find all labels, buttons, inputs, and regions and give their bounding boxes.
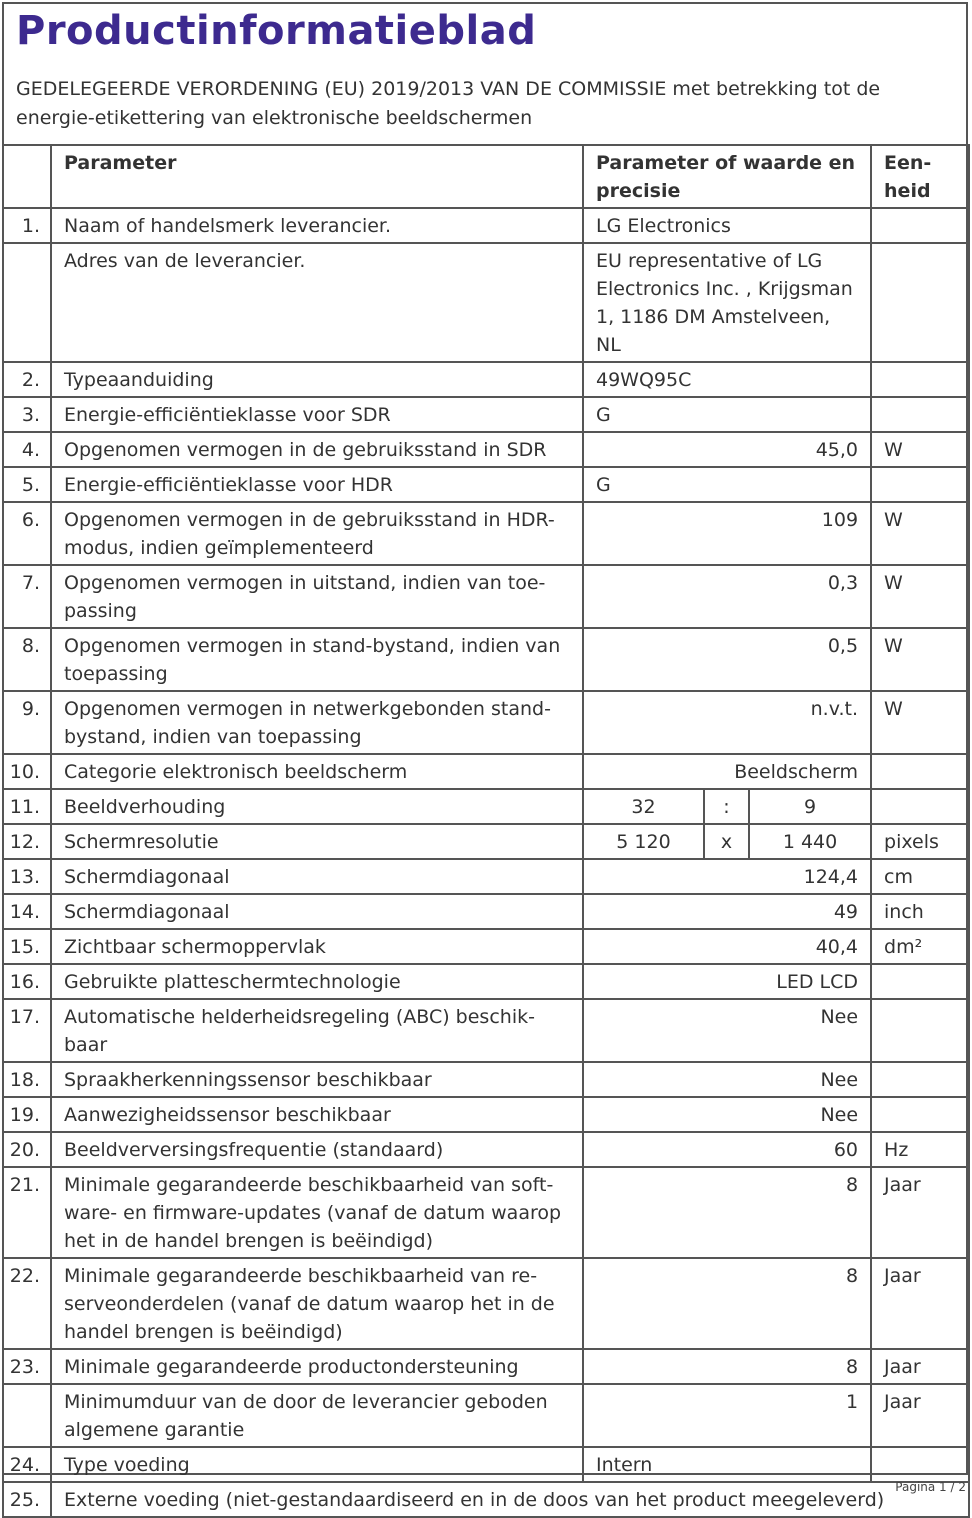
table-row [3,1482,969,1517]
table-row [3,243,969,362]
table-row [3,1167,969,1258]
row-label: Minimale gegarandeerde beschikbaarheid van re-serveonderdelen (vanaf de datum waarop het in de handel brengen is beëindigd) [51,1258,583,1349]
row-label: Zichtbaar schermoppervlak [51,929,583,964]
row-label: Opgenomen vermogen in stand-bystand, indien van toepassing [51,628,583,691]
table-row [3,1132,969,1167]
row-label: Schermdiagonaal [51,894,583,929]
row-unit: W [871,502,969,565]
row-value: Nee [583,999,871,1062]
table-row [3,691,969,754]
row-unit [871,243,969,362]
row-unit [871,397,969,432]
row-unit: inch [871,894,969,929]
header-value: Parameter of waarde en precisie [583,145,871,208]
row-unit: W [871,432,969,467]
row-label: Energie-efficiëntieklasse voor HDR [51,467,583,502]
row-value: 8 [583,1258,871,1349]
table-row [3,362,969,397]
header-parameter: Parameter [51,145,583,208]
aspect-ratio-width: 32 [583,789,704,824]
row-number: 18. [3,1062,51,1097]
row-unit: W [871,691,969,754]
row-value: LED LCD [583,964,871,999]
page-number: Pagina 1 / 2 [895,1480,966,1494]
table-row [3,1258,969,1349]
header-unit: Een-heid [871,145,969,208]
table-row [3,1097,969,1132]
row-number: 22. [3,1258,51,1349]
row-label: Energie-efficiëntieklasse voor SDR [51,397,583,432]
row-label: Categorie elektronisch beeldscherm [51,754,583,789]
resolution-separator: x [704,824,749,859]
row-unit: dm² [871,929,969,964]
row-value: 0,5 [583,628,871,691]
table-row [3,789,969,824]
row-unit: Jaar [871,1384,969,1447]
row-label: Opgenomen vermogen in de gebruiksstand in HDR-modus, indien geïmplementeerd [51,502,583,565]
table-row [3,999,969,1062]
table-row [3,1384,969,1447]
row-number: 25. [3,1482,51,1517]
row-label: Opgenomen vermogen in netwerkgebonden stand-bystand, indien van toepassing [51,691,583,754]
row-label: Adres van de leverancier. [51,243,583,362]
row-label: Minimale gegarandeerde productondersteuning [51,1349,583,1384]
header-num-cell [3,145,51,208]
row-value: n.v.t. [583,691,871,754]
row-value: 0,3 [583,565,871,628]
row-number: 8. [3,628,51,691]
row-number [3,243,51,362]
row-number: 7. [3,565,51,628]
table-row [3,565,969,628]
row-value: 124,4 [583,859,871,894]
row-number: 1. [3,208,51,243]
row-label: Beeldverhouding [51,789,583,824]
row-unit [871,999,969,1062]
row-number: 4. [3,432,51,467]
row-value: 60 [583,1132,871,1167]
row-unit: Jaar [871,1258,969,1349]
row-value: G [583,397,871,432]
table-row [3,1062,969,1097]
row-number: 2. [3,362,51,397]
row-value: 49 [583,894,871,929]
row-number: 6. [3,502,51,565]
aspect-ratio-separator: : [704,789,749,824]
row-value: 49WQ95C [583,362,871,397]
table-row [3,502,969,565]
row-label: Typeaanduiding [51,362,583,397]
row-unit: cm [871,859,969,894]
row-number: 10. [3,754,51,789]
table-row [3,628,969,691]
row-unit [871,362,969,397]
row-value: 40,4 [583,929,871,964]
row-number: 21. [3,1167,51,1258]
row-label: Schermresolutie [51,824,583,859]
row-label: Type voeding [51,1447,583,1482]
row-unit [871,754,969,789]
resolution-height: 1 440 [749,824,871,859]
row-number: 5. [3,467,51,502]
row-number: 19. [3,1097,51,1132]
row-unit [871,964,969,999]
table-row [3,859,969,894]
row-unit: W [871,565,969,628]
row-value: Beeldscherm [583,754,871,789]
row-label: Minimumduur van de door de leverancier geboden algemene garantie [51,1384,583,1447]
row-unit [871,1062,969,1097]
row-number: 12. [3,824,51,859]
row-unit: pixels [871,824,969,859]
row-unit: W [871,628,969,691]
row-unit [871,208,969,243]
row-label: Beeldverversingsfrequentie (standaard) [51,1132,583,1167]
row-unit [871,1447,969,1482]
row-label: Minimale gegarandeerde beschikbaarheid van soft-ware- en firmware-updates (vanaf de datum waarop het in de handel brengen is beëindigd) [51,1167,583,1258]
row-number: 24. [3,1447,51,1482]
row-label: Gebruikte platteschermtechnologie [51,964,583,999]
row-number: 11. [3,789,51,824]
row-value: 8 [583,1349,871,1384]
parameter-table [2,144,970,1518]
row-unit [871,467,969,502]
table-row [3,208,969,243]
row-unit: Jaar [871,1167,969,1258]
table-row [3,397,969,432]
row-unit: Jaar [871,1349,969,1384]
row-number: 13. [3,859,51,894]
row-unit [871,789,969,824]
row-label: Automatische helderheidsregeling (ABC) beschik-baar [51,999,583,1062]
resolution-width: 5 120 [583,824,704,859]
row-value: LG Electronics [583,208,871,243]
row-number: 23. [3,1349,51,1384]
table-row [3,432,969,467]
row-number: 17. [3,999,51,1062]
row-value: Nee [583,1097,871,1132]
table-row [3,894,969,929]
row-value: Intern [583,1447,871,1482]
row-number [3,1384,51,1447]
row-value: 8 [583,1167,871,1258]
table-row [3,964,969,999]
row-number: 9. [3,691,51,754]
row-label: Opgenomen vermogen in uitstand, indien van toe-passing [51,565,583,628]
row-number: 15. [3,929,51,964]
table-row [3,824,969,859]
row-number: 3. [3,397,51,432]
row-value: 1 [583,1384,871,1447]
page-title: Productinformatieblad [16,8,537,54]
row-value: G [583,467,871,502]
row-label: Naam of handelsmerk leverancier. [51,208,583,243]
table-header-row [3,145,969,208]
row-number: 16. [3,964,51,999]
row-label: Aanwezigheidssensor beschikbaar [51,1097,583,1132]
row-value: EU representative of LG Electronics Inc. , Krijgsman 1, 1186 DM Amstelveen, NL [583,243,871,362]
regulation-subtitle: GEDELEGEERDE VERORDENING (EU) 2019/2013 VAN DE COMMISSIE met betrekking tot de energie-etikettering van elektronische beeldschermen [16,78,881,129]
row-label: Externe voeding (niet-gestandaardiseerd en in de doos van het product meegeleverd) [51,1482,969,1517]
row-label: Schermdiagonaal [51,859,583,894]
row-label: Opgenomen vermogen in de gebruiksstand in SDR [51,432,583,467]
row-number: 14. [3,894,51,929]
table-row [3,467,969,502]
row-value: Nee [583,1062,871,1097]
row-value: 45,0 [583,432,871,467]
table-row [3,1349,969,1384]
row-value: 109 [583,502,871,565]
row-unit [871,1097,969,1132]
table-row [3,1447,969,1482]
row-number: 20. [3,1132,51,1167]
row-label: Spraakherkenningssensor beschikbaar [51,1062,583,1097]
table-row [3,754,969,789]
table-row [3,929,969,964]
aspect-ratio-height: 9 [749,789,871,824]
row-unit: Hz [871,1132,969,1167]
